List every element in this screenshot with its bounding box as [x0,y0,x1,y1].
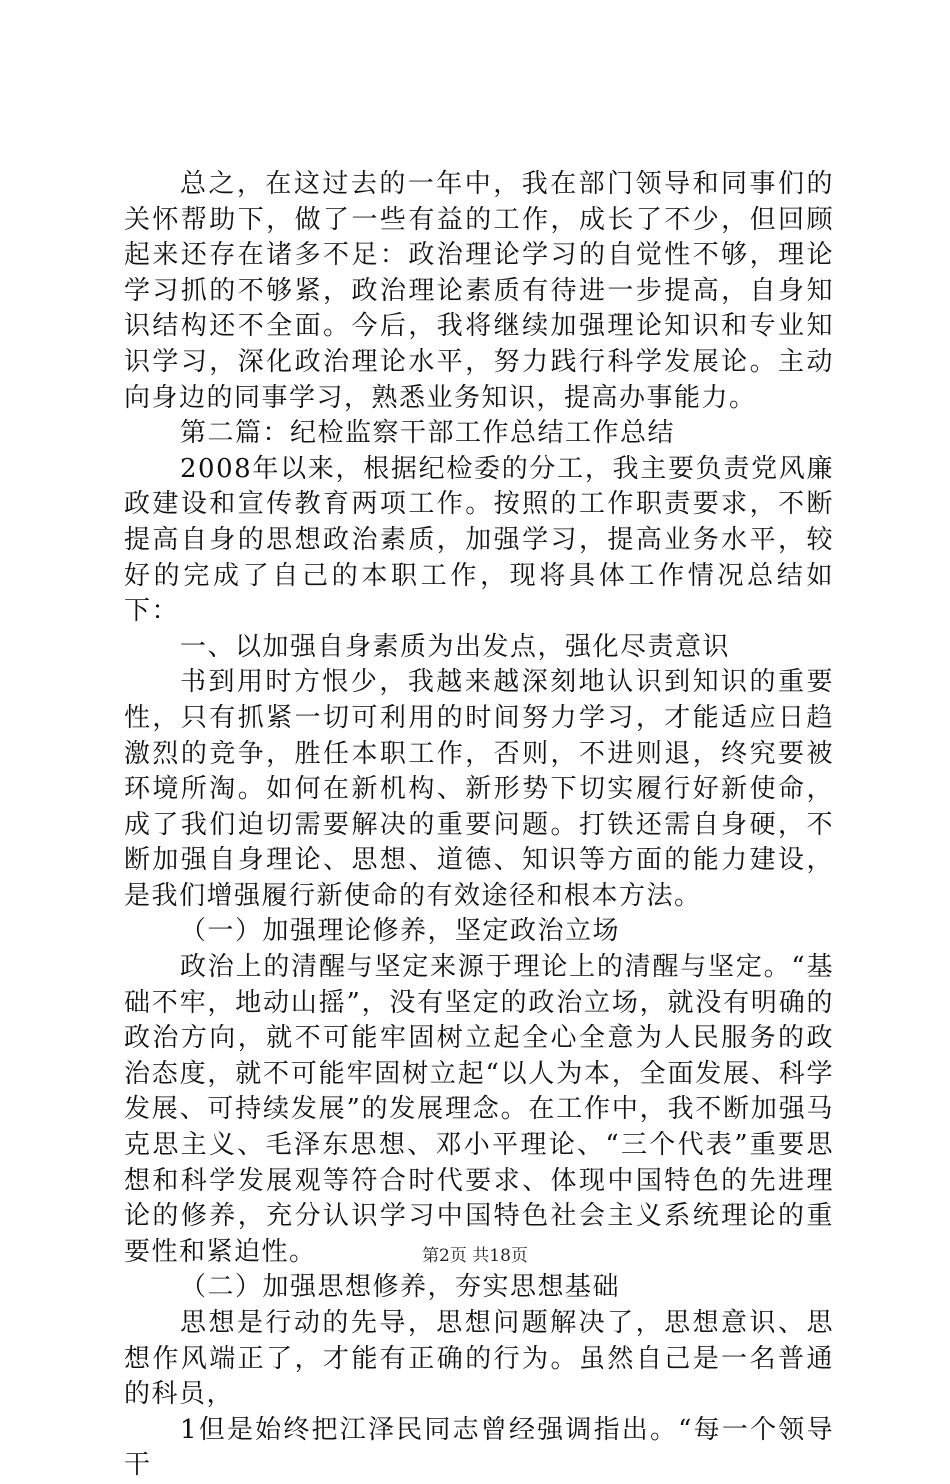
paragraph-thought: 思想是行动的先导，思想问题解决了，思想意识、思想作风端正了，才能有正确的行为。虽然自己是一名普通的科员， [124,1308,834,1410]
paragraph-continuation: 1但是始终把江泽民同志曾经强调指出。“每一个领导干 [124,1414,834,1481]
document-body [124,167,834,1484]
heading-subsection-two: （二）加强思想修养，夯实思想基础 [180,1272,621,1303]
heading-section-one: 一、以加强自身素质为出发点，强化尽责意识 [180,631,731,662]
section-title-part-two: 第二篇：纪检监察干部工作总结工作总结 [180,418,676,449]
paragraph-summary: 总之，在这过去的一年中，我在部门领导和同事们的关怀帮助下，做了一些有益的工作，成长了不少，但回顾起来还存在诸多不足：政治理论学习的自觉性不够，理论学习抓的不够紧，政治理论素质有待进一步提高，自身知识结构还不全面。今后，我将继续加强理论知识和专业知识学习，深化政治理论水平，努力践行科学发展论。主动向身边的同事学习，熟悉业务知识，提高办事能力。 [124,169,834,413]
paragraph-knowledge: 书到用时方恨少，我越来越深刻地认识到知识的重要性，只有抓紧一切可利用的时间努力学习，才能适应日趋激烈的竞争，胜任本职工作，否则，不进则退，终究要被环境所淘。如何在新机构、新形势下切实履行好新使命，成了我们迫切需要解决的重要问题。打铁还需自身硬，不断加强自身理论、思想、道德、知识等方面的能力建设，是我们增强履行新使命的有效途径和根本方法。 [124,667,834,911]
paragraph-intro-2008: 2008年以来，根据纪检委的分工，我主要负责党风廉政建设和宣传教育两项工作。按照的工作职责要求，不断提高自身的思想政治素质，加强学习，提高业务水平，较好的完成了自己的本职工作，现将具体工作情况总结如下： [124,453,834,627]
page-number-footer: 第2页 共18页 [422,1246,528,1266]
heading-subsection-one: （一）加强理论修养，坚定政治立场 [180,916,621,947]
paragraph-political-theory: 政治上的清醒与坚定来源于理论上的清醒与坚定。“基础不牢，地动山摇”，没有坚定的政治立场，就没有明确的政治方向，就不可能牢固树立起全心全意为人民服务的政治态度，就不可能牢固树立起“以人为本，全面发展、科学发展、可持续发展”的发展理念。在工作中，我不断加强马克思主义、毛泽东思想、邓小平理论、“三个代表”重要思想和科学发展观等符合时代要求、体现中国特色的先进理论的修养，充分认识学习中国特色社会主义系统理论的重要性和紧迫性。 [124,952,834,1267]
